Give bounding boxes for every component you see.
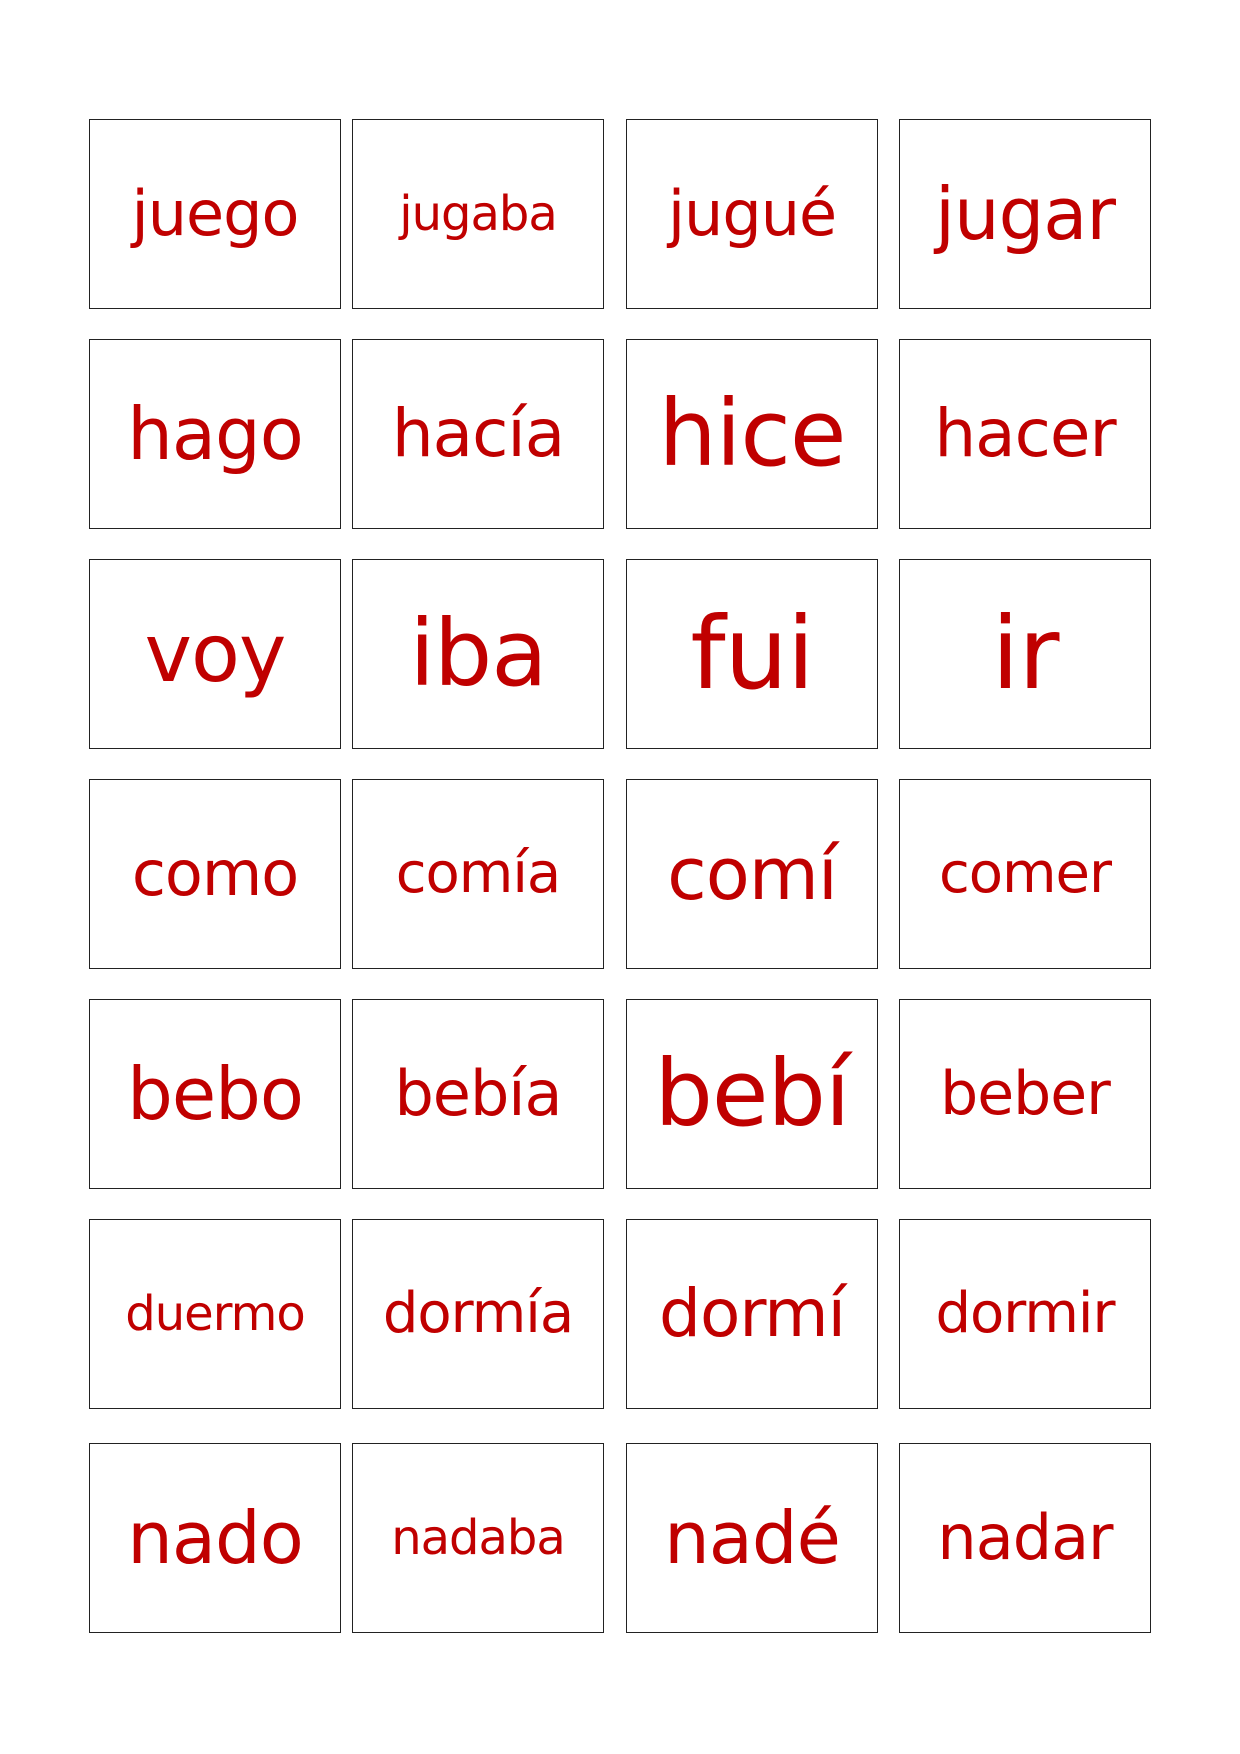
word-card-text: ir	[991, 595, 1059, 712]
word-card-text: hice	[658, 380, 846, 487]
word-card	[352, 1219, 604, 1409]
word-card-text: hacía	[391, 395, 565, 472]
word-card-text: bebí	[654, 1040, 850, 1147]
word-card-text: juego	[131, 177, 299, 250]
word-card	[89, 1443, 341, 1633]
word-card	[899, 559, 1151, 749]
word-card	[626, 1443, 878, 1633]
word-card	[352, 119, 604, 309]
word-card	[89, 339, 341, 529]
word-card	[89, 999, 341, 1189]
word-card-text: nadar	[937, 1501, 1113, 1574]
word-card-text: jugaba	[399, 186, 557, 242]
word-card-text: iba	[409, 600, 547, 707]
word-card	[899, 1219, 1151, 1409]
word-card-text: comer	[938, 841, 1112, 906]
word-card-text: comía	[395, 841, 561, 906]
word-card	[626, 1219, 878, 1409]
word-card-text: hago	[127, 392, 303, 476]
word-card	[352, 339, 604, 529]
word-card-text: bebo	[127, 1052, 303, 1136]
word-card	[352, 1443, 604, 1633]
word-card	[626, 779, 878, 969]
word-card	[899, 999, 1151, 1189]
word-card	[89, 1219, 341, 1409]
word-card-text: como	[131, 837, 299, 910]
word-card-text: comí	[667, 832, 837, 916]
word-card	[626, 119, 878, 309]
word-card-text: dormía	[382, 1281, 574, 1346]
word-card	[626, 559, 878, 749]
word-card	[352, 779, 604, 969]
word-card-text: duermo	[125, 1286, 305, 1342]
word-card	[899, 119, 1151, 309]
word-card-text: nado	[127, 1496, 303, 1580]
word-card-text: fui	[690, 595, 814, 712]
word-card-text: beber	[940, 1059, 1110, 1129]
word-card-text: jugué	[667, 177, 837, 250]
word-card	[899, 779, 1151, 969]
word-card	[352, 559, 604, 749]
word-card	[626, 999, 878, 1189]
word-card	[899, 1443, 1151, 1633]
word-card-text: dormí	[659, 1275, 845, 1352]
word-card	[899, 339, 1151, 529]
word-card-text: hacer	[934, 395, 1116, 472]
word-card-text: nadaba	[391, 1510, 565, 1566]
word-card	[89, 119, 341, 309]
word-card	[89, 779, 341, 969]
word-card-text: nadé	[664, 1496, 840, 1580]
word-card-text: bebía	[394, 1057, 562, 1130]
word-card-text: dormir	[935, 1281, 1115, 1346]
word-card	[352, 999, 604, 1189]
word-card-text: voy	[144, 607, 286, 700]
word-card	[89, 559, 341, 749]
word-card-text: jugar	[934, 172, 1116, 256]
word-card	[626, 339, 878, 529]
